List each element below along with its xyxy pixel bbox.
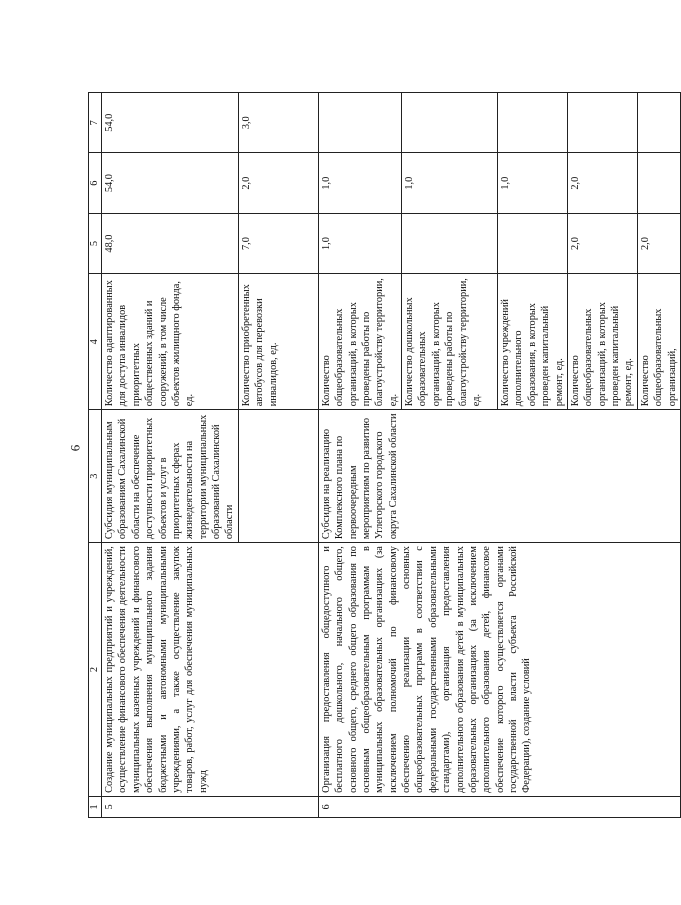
- indicators-table: [88, 92, 681, 818]
- row6-ind2-col6: 1,0: [402, 153, 498, 213]
- rotated-table-page: [88, 92, 678, 818]
- row5-indicator-2: Количество приобретенных автобусов для перевозки инвалидов, ед.: [238, 274, 318, 410]
- header-col-7: 7: [89, 93, 102, 153]
- row6-indicator-2: Количество дошкольных образовательных организаций, в которых проведены работы по благоустройству территории, ед.: [402, 274, 498, 410]
- row5-subsidy-continuation: [238, 410, 318, 543]
- row5-ind2-col5: 7,0: [238, 213, 318, 273]
- row-task-5: Создание муниципальных предприятий и учреждений, осуществление финансового обеспечения деятельности муниципальных казенных учреждений и финансового обеспечения выполнения муниципального задания бюджетными и автономными муниципальными учреждениями, а также осуществление закупок товаров, работ, услуг для обеспечения муниципальных нужд: [102, 543, 319, 797]
- row5-ind1-col5: 48,0: [102, 213, 239, 273]
- row-task-6: Организация предоставления общедоступного и бесплатного дошкольного, начального общего, основного общего, среднего общего образования по основным общеобразовательным программам в муниципальных образовательных организациях (за исключением полномочий по финансовому обеспечению реализации основных общеобразовательных программ в соответствии с федеральными государственными образовательными стандартами), организация предоставления дополнительного образования детей в муниципальных образовательных организациях (за исключением дополнительного образования детей, финансовое обеспечение которого осуществляется органами государственной власти субъекта Российской Федерации), создание условий: [318, 543, 680, 797]
- row5-ind1-col7: 54,0: [102, 93, 239, 153]
- row6-ind3-col7: [498, 93, 568, 153]
- page-number: 6: [67, 444, 83, 452]
- row6-ind2-col5: [402, 213, 498, 273]
- row6-ind4-col5: 2,0: [567, 213, 637, 273]
- row6-ind5-col5: 2,0: [637, 213, 680, 273]
- row6-indicator-3: Количество учреждений дополнительного образования, в которых проведен капитальный ремонт, ед.: [498, 274, 568, 410]
- table-row: [102, 93, 239, 818]
- row-number-5: 5: [102, 796, 319, 817]
- row5-subsidy-cell: Субсидия муниципальным образованиям Сахалинской области на обеспечение доступности приоритетных объектов и услуг в приоритетных сферах жизнедеятельности на территории муниципальных образований Сахалинской области: [102, 410, 239, 543]
- header-col-1: 1: [89, 796, 102, 817]
- header-col-2: 2: [89, 543, 102, 797]
- row6-ind3-col6: 1,0: [498, 153, 568, 213]
- row6-ind1-col5: 1,0: [318, 213, 401, 273]
- header-col-5: 5: [89, 213, 102, 273]
- row-number-6: 6: [318, 796, 680, 817]
- row6-indicator-4: Количество общеобразовательных организаций, в которых проведен капитальный ремонт, ед.: [567, 274, 637, 410]
- row6-indicator-5: Количество общеобразовательных организаций,: [637, 274, 680, 410]
- header-col-3: 3: [89, 410, 102, 543]
- header-row: [89, 93, 102, 818]
- row6-ind3-col5: [498, 213, 568, 273]
- row6-ind5-col6: [637, 153, 680, 213]
- row6-subsidy-cell: Субсидия на реализацию Комплексного плана по первоочередным мероприятиям по развитию Углегорского городского округа Сахалинской области: [318, 410, 680, 543]
- header-col-6: 6: [89, 153, 102, 213]
- row6-ind5-col7: [637, 93, 680, 153]
- row6-indicator-1: Количество общеобразовательных организаций, в которых проведены работы по благоустройству территории, ед.: [318, 274, 401, 410]
- row6-ind1-col7: [318, 93, 401, 153]
- row5-ind2-col6: 2,0: [238, 153, 318, 213]
- row6-ind1-col6: 1,0: [318, 153, 401, 213]
- row5-ind2-col7: 3,0: [238, 93, 318, 153]
- table-row: [318, 93, 401, 818]
- row5-indicator-1: Количество адаптированных для доступа инвалидов приоритетных общественных зданий и сооружений, в том числе объектов жилищного фонда, ед.: [102, 274, 239, 410]
- row6-ind4-col6: 2,0: [567, 153, 637, 213]
- row5-ind1-col6: 54,0: [102, 153, 239, 213]
- row6-ind4-col7: [567, 93, 637, 153]
- header-col-4: 4: [89, 274, 102, 410]
- row6-ind2-col7: [402, 93, 498, 153]
